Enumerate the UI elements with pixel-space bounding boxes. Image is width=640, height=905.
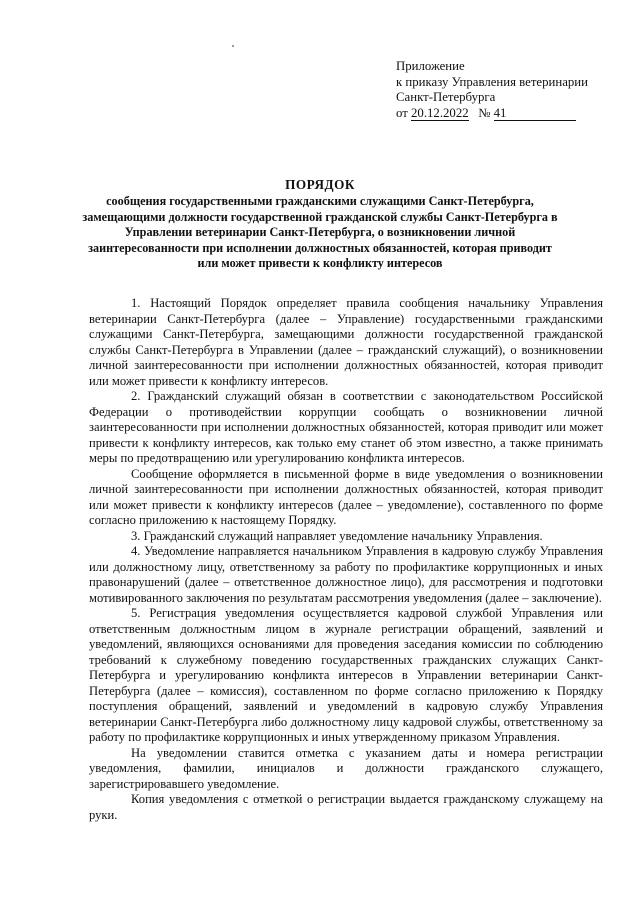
order-date: 20.12.2022 xyxy=(411,105,469,120)
document-title: ПОРЯДОК xyxy=(285,177,355,192)
paragraph-4: 4. Уведомление направляется начальником Управления в кадровую службу Управления или должностному лицу, ответственному за работу по профилактике коррупционных и иных правонарушений (далее – ответственное должностное лицо), для рассмотрения и подготовки мотивированного заключения по результатам рассмотрения уведомления (далее – заключение). xyxy=(89,544,603,605)
paragraph-2-continued: Сообщение оформляется в письменной форме в виде уведомления о возникновении личной заинтересованности при исполнении должностных обязанностей, которая приводит или может привести к конфликту интересов (далее – уведомление), составленного по форме согласно приложению к настоящему Порядку. xyxy=(89,466,603,527)
date-prefix: от xyxy=(396,105,408,120)
paragraph-5: 5. Регистрация уведомления осуществляется кадровой службой Управления или ответственным должностным лицом в журнале регистрации обращений, заявлений и уведомлений, являющихся основаниями для проведения заседания комиссии по соблюдению требований к служебному поведению государственных гражданских служащих Санкт-Петербурга и урегулированию конфликта интересов в Управлении ветеринарии Санкт-Петербурга (далее – комиссия), составленном по форме согласно приложению к Порядку поступления обращений, заявлений и уведомлений в кадровую службу Управления ветеринарии Санкт-Петербурга либо должностному лицу кадровой службы, ответственному за работу по профилактике коррупционных и иных утвержденному приказом Управления. xyxy=(89,606,603,744)
paragraph-2: 2. Гражданский служащий обязан в соответствии с законодательством Российской Федерации о противодействии коррупции сообщать о возникновении личной заинтересованности при исполнении должностных обязанностей, которая приводит или может привести к конфликту интересов, как только ему станет об этом известно, а также принимать меры по предотвращению или урегулированию конфликта интересов. xyxy=(89,389,603,465)
scan-speck xyxy=(232,45,234,47)
annex-block xyxy=(396,59,626,121)
paragraph-5-registration-mark: На уведомлении ставится отметка с указанием даты и номера регистрации уведомления, фамилии, инициалов и должности гражданского служащего, зарегистрировавшего уведомление. xyxy=(89,745,603,791)
annex-line-2: к приказу Управления ветеринарии xyxy=(396,74,588,89)
number-prefix: № xyxy=(478,105,491,120)
paragraph-1: 1. Настоящий Порядок определяет правила сообщения начальнику Управления ветеринарии Санкт-Петербурга (далее – Управление) государственными гражданскими служащими Санкт-Петербурга, замещающими должности государственной гражданской службы Санкт-Петербурга в Управлении (далее – гражданский служащий), о возникновении личной заинтересованности при исполнении должностных обязанностей, которая приводит или может привести к конфликту интересов. xyxy=(89,296,603,388)
paragraph-3: 3. Гражданский служащий направляет уведомление начальнику Управления. xyxy=(131,528,543,543)
document-body xyxy=(89,296,603,823)
paragraph-5-copy-issue: Копия уведомления с отметкой о регистрации выдается гражданскому служащему на руки. xyxy=(89,792,603,822)
annex-date-line xyxy=(396,106,626,122)
annex-line-1: Приложение xyxy=(396,59,465,73)
annex-line-3: Санкт-Петербурга xyxy=(396,90,496,105)
order-number: 41 xyxy=(494,107,576,121)
document-subtitle: сообщения государственными гражданскими служащими Санкт-Петербурга, замещающими должности государственной гражданской службы Санкт-Петербурга в Управлении ветеринарии Санкт-Петербурга, о возникновении личной заинтересованности при исполнении должностных обязанностей, которая приводит или может привести к конфликту интересов xyxy=(82,194,558,271)
